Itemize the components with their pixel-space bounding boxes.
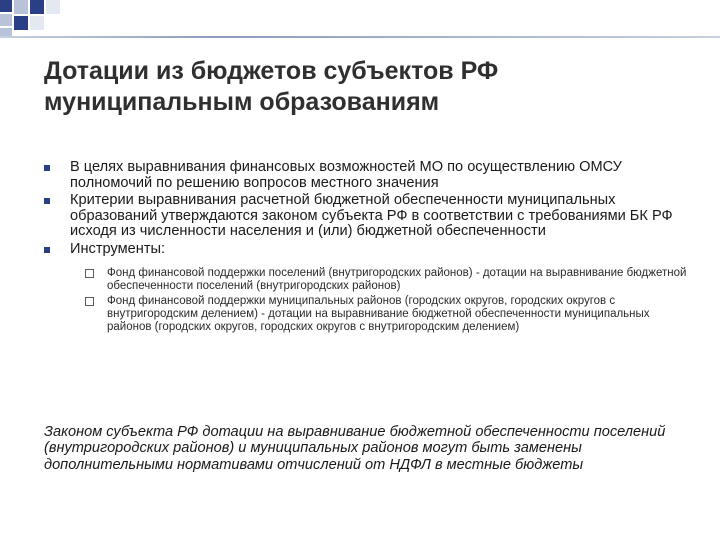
- header-decoration: [0, 0, 720, 38]
- bullet-text: В целях выравнивания финансовых возможностей МО по осуществлению ОМСУ полномочий по решению вопросов местного значения: [70, 159, 622, 191]
- bullet-item: [44, 242, 694, 334]
- corner-square-pale: [46, 0, 60, 14]
- hollow-square-bullet-icon: [85, 297, 94, 306]
- sub-bullet-text: Фонд финансовой поддержки поселений (внутригородских районов) - дотации на выравнивание бюджетной обеспеченности поселений (внутригородских районов): [107, 266, 687, 292]
- corner-square-light: [0, 14, 12, 26]
- sub-bullet-item: [70, 267, 694, 293]
- sub-bullet-item: [70, 295, 694, 334]
- bullet-text: Инструменты:: [70, 240, 166, 257]
- corner-square-dark: [14, 16, 28, 30]
- header-rule: [0, 36, 720, 38]
- corner-square-light: [14, 0, 28, 14]
- corner-square-pale: [30, 16, 44, 30]
- slide-title: Дотации из бюджетов субъектов РФ муниципальным образованиям: [44, 57, 499, 116]
- square-bullet-icon: [44, 247, 50, 253]
- hollow-square-bullet-icon: [85, 269, 94, 278]
- sub-bullet-text: Фонд финансовой поддержки муниципальных районов (городских округов, городских округов с внутригородским делением) - дотации на выравнивание бюджетной обеспеченности муниципальных районов (городских округов, городских округов с внутригородским делением): [107, 294, 650, 333]
- corner-square-dark: [30, 0, 44, 14]
- square-bullet-icon: [44, 198, 50, 204]
- bullet-item: [44, 160, 694, 191]
- italic-note: Законом субъекта РФ дотации на выравнивание бюджетной обеспеченности поселений (внутригородских районов) и муниципальных районов могут быть заменены дополнительными нормативами отчислений от НДФЛ в местные бюджеты: [44, 424, 666, 473]
- bullet-text: Критерии выравнивания расчетной бюджетной обеспеченности муниципальных образований утверждаются законом субъекта РФ в соответствии с требованиями БК РФ исходя из численности населения и (или) бюджетной обеспеченности: [70, 192, 673, 240]
- corner-square-light: [0, 28, 12, 36]
- bullet-item: [44, 193, 694, 240]
- sub-bullet-list: [70, 267, 694, 334]
- bullet-list: [44, 160, 694, 336]
- square-bullet-icon: [44, 165, 50, 171]
- corner-square-dark: [0, 0, 12, 12]
